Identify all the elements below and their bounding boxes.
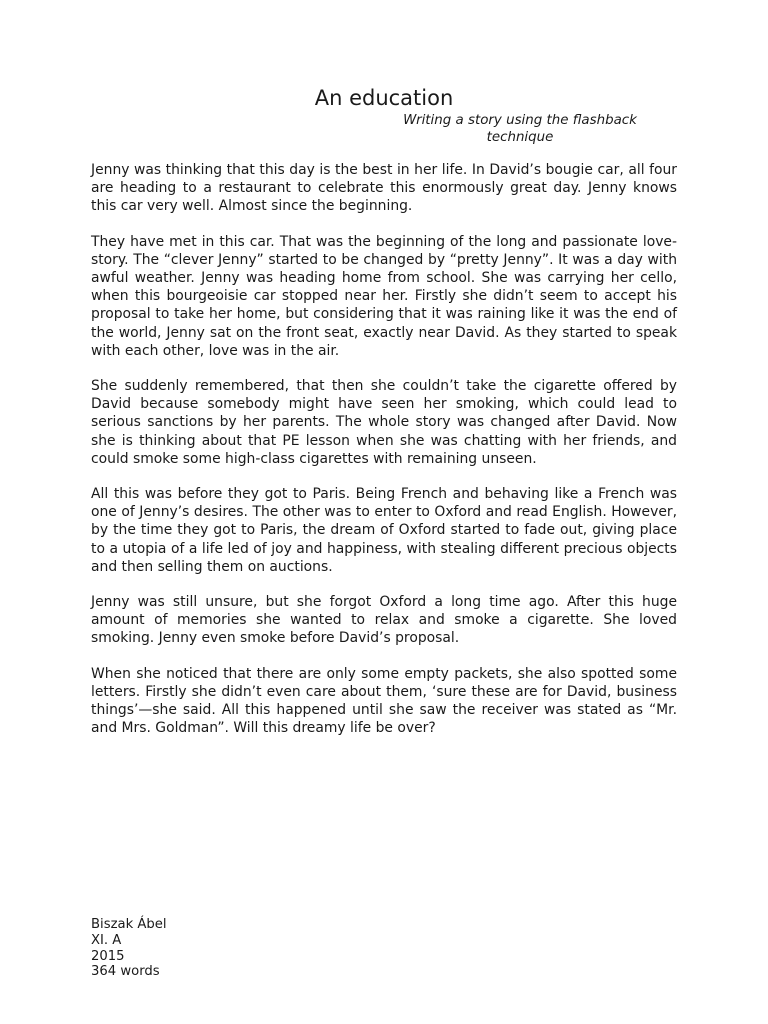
paragraph: She suddenly remembered, that then she couldn’t take the cigarette offered by David because somebody might have seen her smoking, which could lead to serious sanctions by her parents. The whole story was changed after David. Now she is thinking about that PE lesson when she was chatting with her friends, and could smoke some high-class cigarettes with remaining unseen. [91, 378, 677, 467]
paragraph: Jenny was thinking that this day is the best in her life. In David’s bougie car, all four are heading to a restaurant to celebrate this enormously great day. Jenny knows this car very well. Almost since the beginning. [91, 162, 677, 215]
paragraph: They have met in this car. That was the beginning of the long and passionate love-story. The “clever Jenny” started to be changed by “pretty Jenny”. It was a day with awful weather. Jenny was heading home from school. She was carrying her cello, when this bourgeoisie car stopped near her. Firstly she didn’t seem to accept his proposal to take her home, but considering that it was raining like it was the end of the world, Jenny sat on the front seat, exactly near David. As they started to speak with each other, love was in the air. [91, 233, 677, 359]
signature-block [91, 917, 167, 980]
story-body [91, 161, 677, 754]
document-title: An education [314, 86, 454, 110]
document-subtitle: Writing a story using the flashback technique [403, 113, 637, 145]
author-name: Biszak Ábel [91, 917, 167, 932]
class-name: XI. A [91, 932, 122, 948]
paragraph: All this was before they got to Paris. Being French and behaving like a French was one of Jenny’s desires. The other was to enter to Oxford and read English. However, by the time they got to Paris, the dream of Oxford started to fade out, giving place to a utopia of a life led of joy and happiness, with stealing different precious objects and then selling them on auctions. [91, 486, 677, 575]
word-count: 364 words [91, 964, 160, 980]
year: 2015 [91, 948, 125, 964]
paragraph: When she noticed that there are only some empty packets, she also spotted some letters. Firstly she didn’t even care about them, ‘sure these are for David, business things’—she said. All this happened until she saw the receiver was stated as “Mr. and Mrs. Goldman”. Will this dreamy life be over? [91, 665, 677, 737]
paragraph: Jenny was still unsure, but she forgot Oxford a long time ago. After this huge amount of memories she wanted to relax and smoke a cigarette. She loved smoking. Jenny even smoke before David’s proposal. [91, 594, 677, 647]
